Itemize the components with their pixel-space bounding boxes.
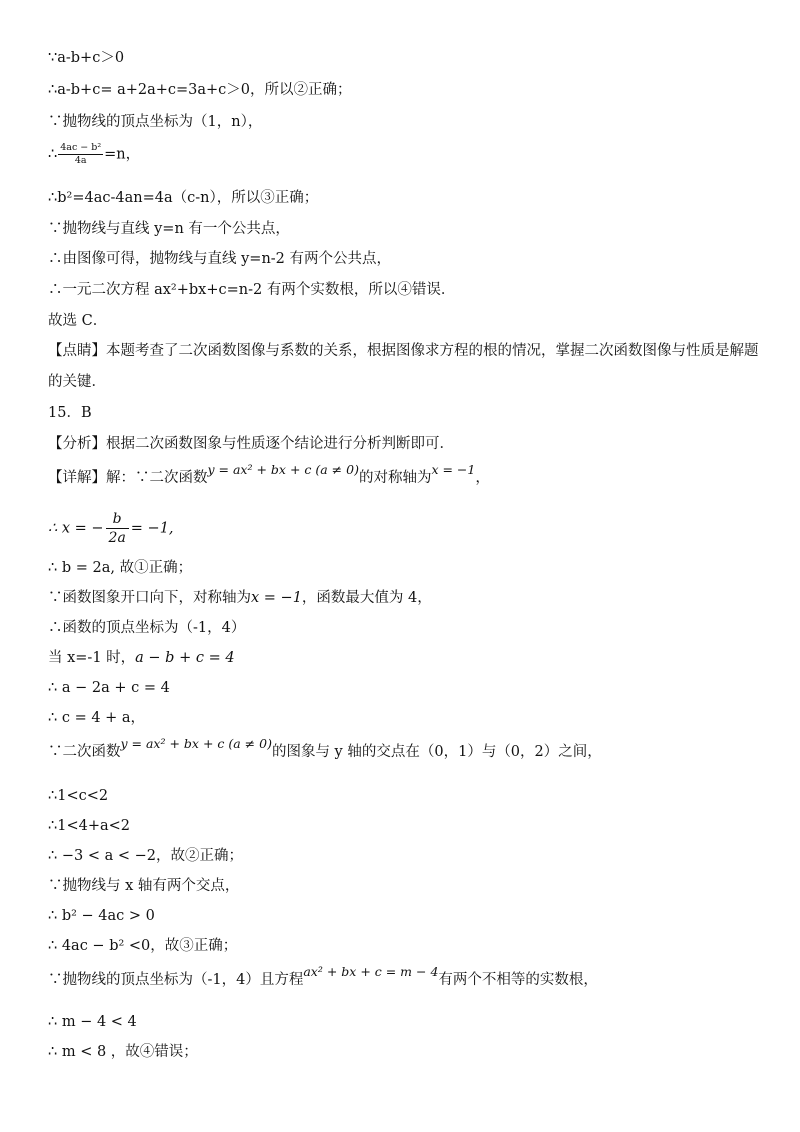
text-line: ∴a-b+c= a+2a+c=3a+c＞0，所以②正确； bbox=[48, 82, 352, 98]
text-line: ∴ c = 4 + a， bbox=[48, 710, 146, 726]
fraction-line bbox=[48, 510, 174, 547]
text-line bbox=[48, 462, 490, 488]
line-part: ，函数最大值为 4， bbox=[301, 590, 432, 606]
text-line: ∴1<4+a<2 bbox=[48, 818, 130, 834]
fraction-denominator: 2a bbox=[108, 530, 126, 546]
fraction-denominator: 4a bbox=[74, 155, 87, 166]
text-line: 【点睛】本题考查了二次函数图像与系数的关系，根据图像求方程的根的情况，掌握二次函数图像与性质是解题 bbox=[48, 343, 759, 359]
text-line: ∴b²=4ac-4an=4a（c-n），所以③正确； bbox=[48, 190, 319, 206]
text-line: 的关键． bbox=[48, 374, 106, 390]
line-part: 【详解】解：∵二次函数 bbox=[48, 470, 208, 486]
text-line bbox=[48, 588, 432, 608]
equation: x = −1 bbox=[431, 462, 476, 477]
text-line: ∴ −3 < a < −2，故②正确； bbox=[48, 848, 243, 864]
text-line: ∴由图像可得，抛物线与直线 y=n-2 有两个公共点， bbox=[48, 251, 392, 267]
text-line: ∴一元二次方程 ax²+bx+c=n-2 有两个实数根，所以④错误． bbox=[48, 282, 456, 298]
text-line: 【分析】根据二次函数图象与性质逐个结论进行分析判断即可． bbox=[48, 436, 454, 452]
text-line: ∴ b² − 4ac > 0 bbox=[48, 908, 155, 924]
text-line: ∵抛物线与 x 轴有两个交点， bbox=[48, 878, 240, 894]
text-line: ∴ b = 2a, 故①正确； bbox=[48, 560, 193, 576]
line-part: 的图象与 y 轴的交点在（0，1）与（0，2）之间， bbox=[271, 744, 602, 760]
line-suffix: = −1, bbox=[130, 520, 174, 537]
text-line: ∴ a − 2a + c = 4 bbox=[48, 680, 170, 696]
fraction bbox=[58, 142, 103, 167]
text-line: 故选 C． bbox=[48, 313, 108, 329]
text-line: ∵a-b+c＞0 bbox=[48, 50, 125, 66]
line-part: 的对称轴为 bbox=[358, 470, 432, 486]
text-line: ∴ m < 8 ，故④错误； bbox=[48, 1044, 198, 1060]
question-number: 15．B bbox=[48, 405, 92, 421]
line-part: ， bbox=[475, 470, 490, 486]
line-prefix: ∴ bbox=[48, 146, 58, 163]
text-line bbox=[48, 648, 235, 668]
text-line bbox=[48, 964, 598, 990]
fraction-numerator: 4ac − b² bbox=[60, 142, 102, 153]
line-part: 当 x=-1 时， bbox=[48, 650, 136, 666]
text-line: ∵抛物线与直线 y=n 有一个公共点， bbox=[48, 221, 290, 237]
equation: y = ax² + bx + c (a ≠ 0) bbox=[207, 462, 359, 477]
text-line: ∴ m − 4 < 4 bbox=[48, 1014, 137, 1030]
line-part: 有两个不相等的实数根， bbox=[438, 972, 598, 988]
fraction-numerator: b bbox=[106, 510, 129, 529]
text-line: ∴ 4ac − b² <0，故③正确； bbox=[48, 938, 238, 954]
text-line: ∴函数的顶点坐标为（-1，4） bbox=[48, 620, 246, 636]
text-line bbox=[48, 736, 602, 762]
text-line: ∵抛物线的顶点坐标为（1，n）， bbox=[48, 114, 263, 130]
fraction bbox=[106, 510, 129, 547]
text-line: ∴1<c<2 bbox=[48, 788, 109, 804]
equation: a − b + c = 4 bbox=[135, 650, 235, 666]
line-prefix: ∴ x = − bbox=[48, 520, 104, 537]
fraction-line bbox=[48, 142, 140, 167]
equation: y = ax² + bx + c (a ≠ 0) bbox=[120, 736, 272, 751]
equation: ax² + bx + c = m − 4 bbox=[303, 964, 439, 979]
equation: x = −1 bbox=[251, 590, 302, 606]
line-part: ∵抛物线的顶点坐标为（-1，4）且方程 bbox=[48, 972, 304, 988]
line-part: ∵函数图象开口向下，对称轴为 bbox=[48, 590, 251, 606]
line-part: ∵二次函数 bbox=[48, 744, 121, 760]
line-suffix: =n， bbox=[104, 146, 141, 163]
